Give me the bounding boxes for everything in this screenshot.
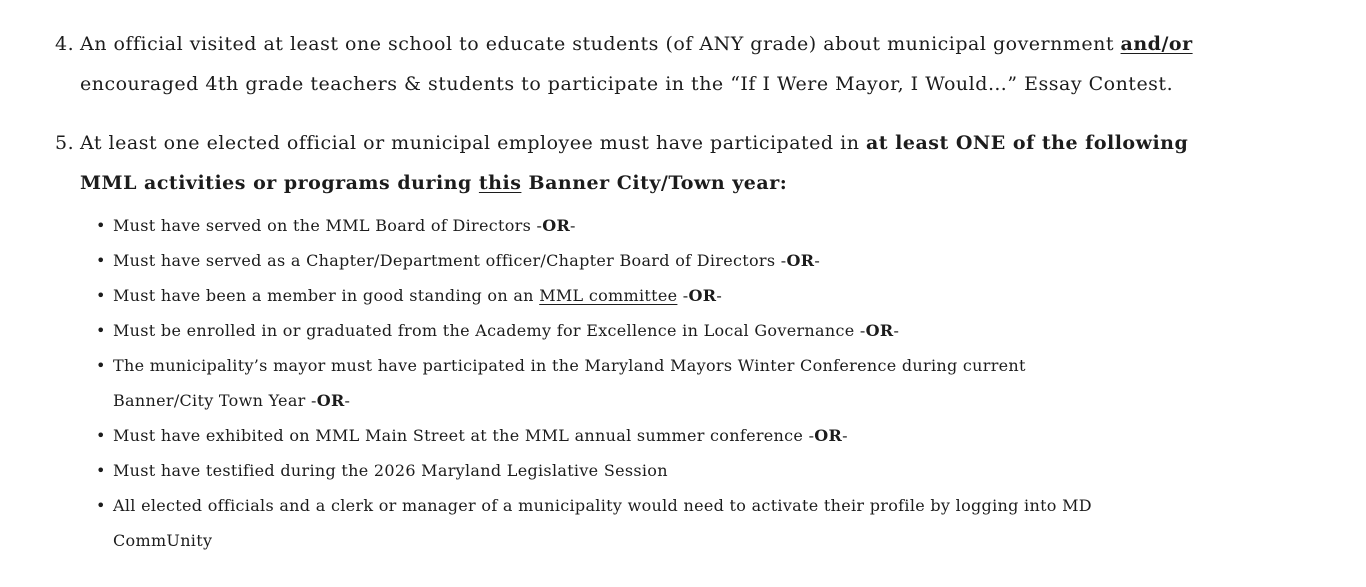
text-run: - bbox=[677, 286, 689, 305]
text-run: Must have served on the MML Board of Directors - bbox=[113, 216, 543, 235]
item-number-4: 4. bbox=[55, 33, 75, 55]
text-run: MML activities or programs during bbox=[80, 172, 479, 194]
text-run: encouraged 4th grade teachers & students to participate in the “If I Were Mayor, I Would…” Essay Contest. bbox=[80, 73, 1174, 95]
text-run: OR bbox=[865, 321, 894, 340]
and-or-emphasis: and/or bbox=[1120, 33, 1193, 55]
ordered-item-4 bbox=[55, 24, 1346, 104]
text-run: - bbox=[344, 391, 351, 410]
text-run: - bbox=[716, 286, 723, 305]
bullet-item-mml-committee bbox=[96, 278, 1346, 313]
text-run: CommUnity bbox=[113, 531, 213, 550]
ordered-item-5 bbox=[55, 123, 1346, 203]
item-4-text bbox=[80, 24, 1346, 104]
text-run: - bbox=[842, 426, 848, 445]
text-run: OR bbox=[542, 216, 571, 235]
bullet-text bbox=[113, 426, 848, 445]
mml-committee-link[interactable]: MML committee bbox=[539, 286, 678, 305]
text-run: An official visited at least one school to educate students (of ANY grade) about municipal government bbox=[80, 33, 1121, 55]
text-run: Must have exhibited on MML Main Street at the MML annual summer conference - bbox=[113, 426, 815, 445]
bullet-text bbox=[113, 461, 668, 480]
item-number-5: 5. bbox=[55, 132, 75, 154]
text-run: All elected officials and a clerk or manager of a municipality would need to activate their profile by logging into MD bbox=[113, 496, 1092, 515]
bullet-item-mml-main-street bbox=[96, 418, 1346, 453]
text-run: Must have testified during the 2026 Maryland Legislative Session bbox=[113, 461, 668, 480]
bullet-item-mayors-winter-conference bbox=[96, 348, 1346, 418]
bullet-item-board-of-directors bbox=[96, 208, 1346, 243]
bullet-item-md-community bbox=[96, 488, 1346, 558]
text-run: OR bbox=[786, 251, 815, 270]
mml-activities-list bbox=[96, 208, 1346, 558]
item-5-text bbox=[80, 123, 1346, 203]
bullet-item-chapter-officer bbox=[96, 243, 1346, 278]
text-run: OR bbox=[316, 391, 345, 410]
text-run: Must have been a member in good standing on an bbox=[113, 286, 540, 305]
text-run: OR bbox=[814, 426, 843, 445]
this-emphasis: this bbox=[478, 172, 522, 194]
text-run: At least one elected official or municipal employee must have participated in bbox=[80, 132, 866, 154]
bullet-text bbox=[113, 496, 1092, 550]
bullet-item-academy-governance bbox=[96, 313, 1346, 348]
bullet-text bbox=[113, 286, 722, 305]
text-run: - bbox=[814, 251, 821, 270]
text-run: Banner City/Town year: bbox=[521, 172, 788, 194]
text-run: at least ONE of the following bbox=[865, 132, 1189, 154]
text-run: Must have served as a Chapter/Department officer/Chapter Board of Directors - bbox=[113, 251, 787, 270]
bullet-text bbox=[113, 251, 820, 270]
text-run: The municipality’s mayor must have participated in the Maryland Mayors Winter Conference during current bbox=[113, 356, 1026, 375]
bullet-text bbox=[113, 321, 899, 340]
bullet-text bbox=[113, 216, 576, 235]
bullet-text bbox=[113, 356, 1026, 410]
text-run: Banner/City Town Year - bbox=[113, 391, 317, 410]
text-run: - bbox=[893, 321, 900, 340]
bullet-item-legislative-session bbox=[96, 453, 1346, 488]
text-run: OR bbox=[688, 286, 717, 305]
text-run: - bbox=[570, 216, 576, 235]
text-run: Must be enrolled in or graduated from the Academy for Excellence in Local Governance - bbox=[113, 321, 866, 340]
